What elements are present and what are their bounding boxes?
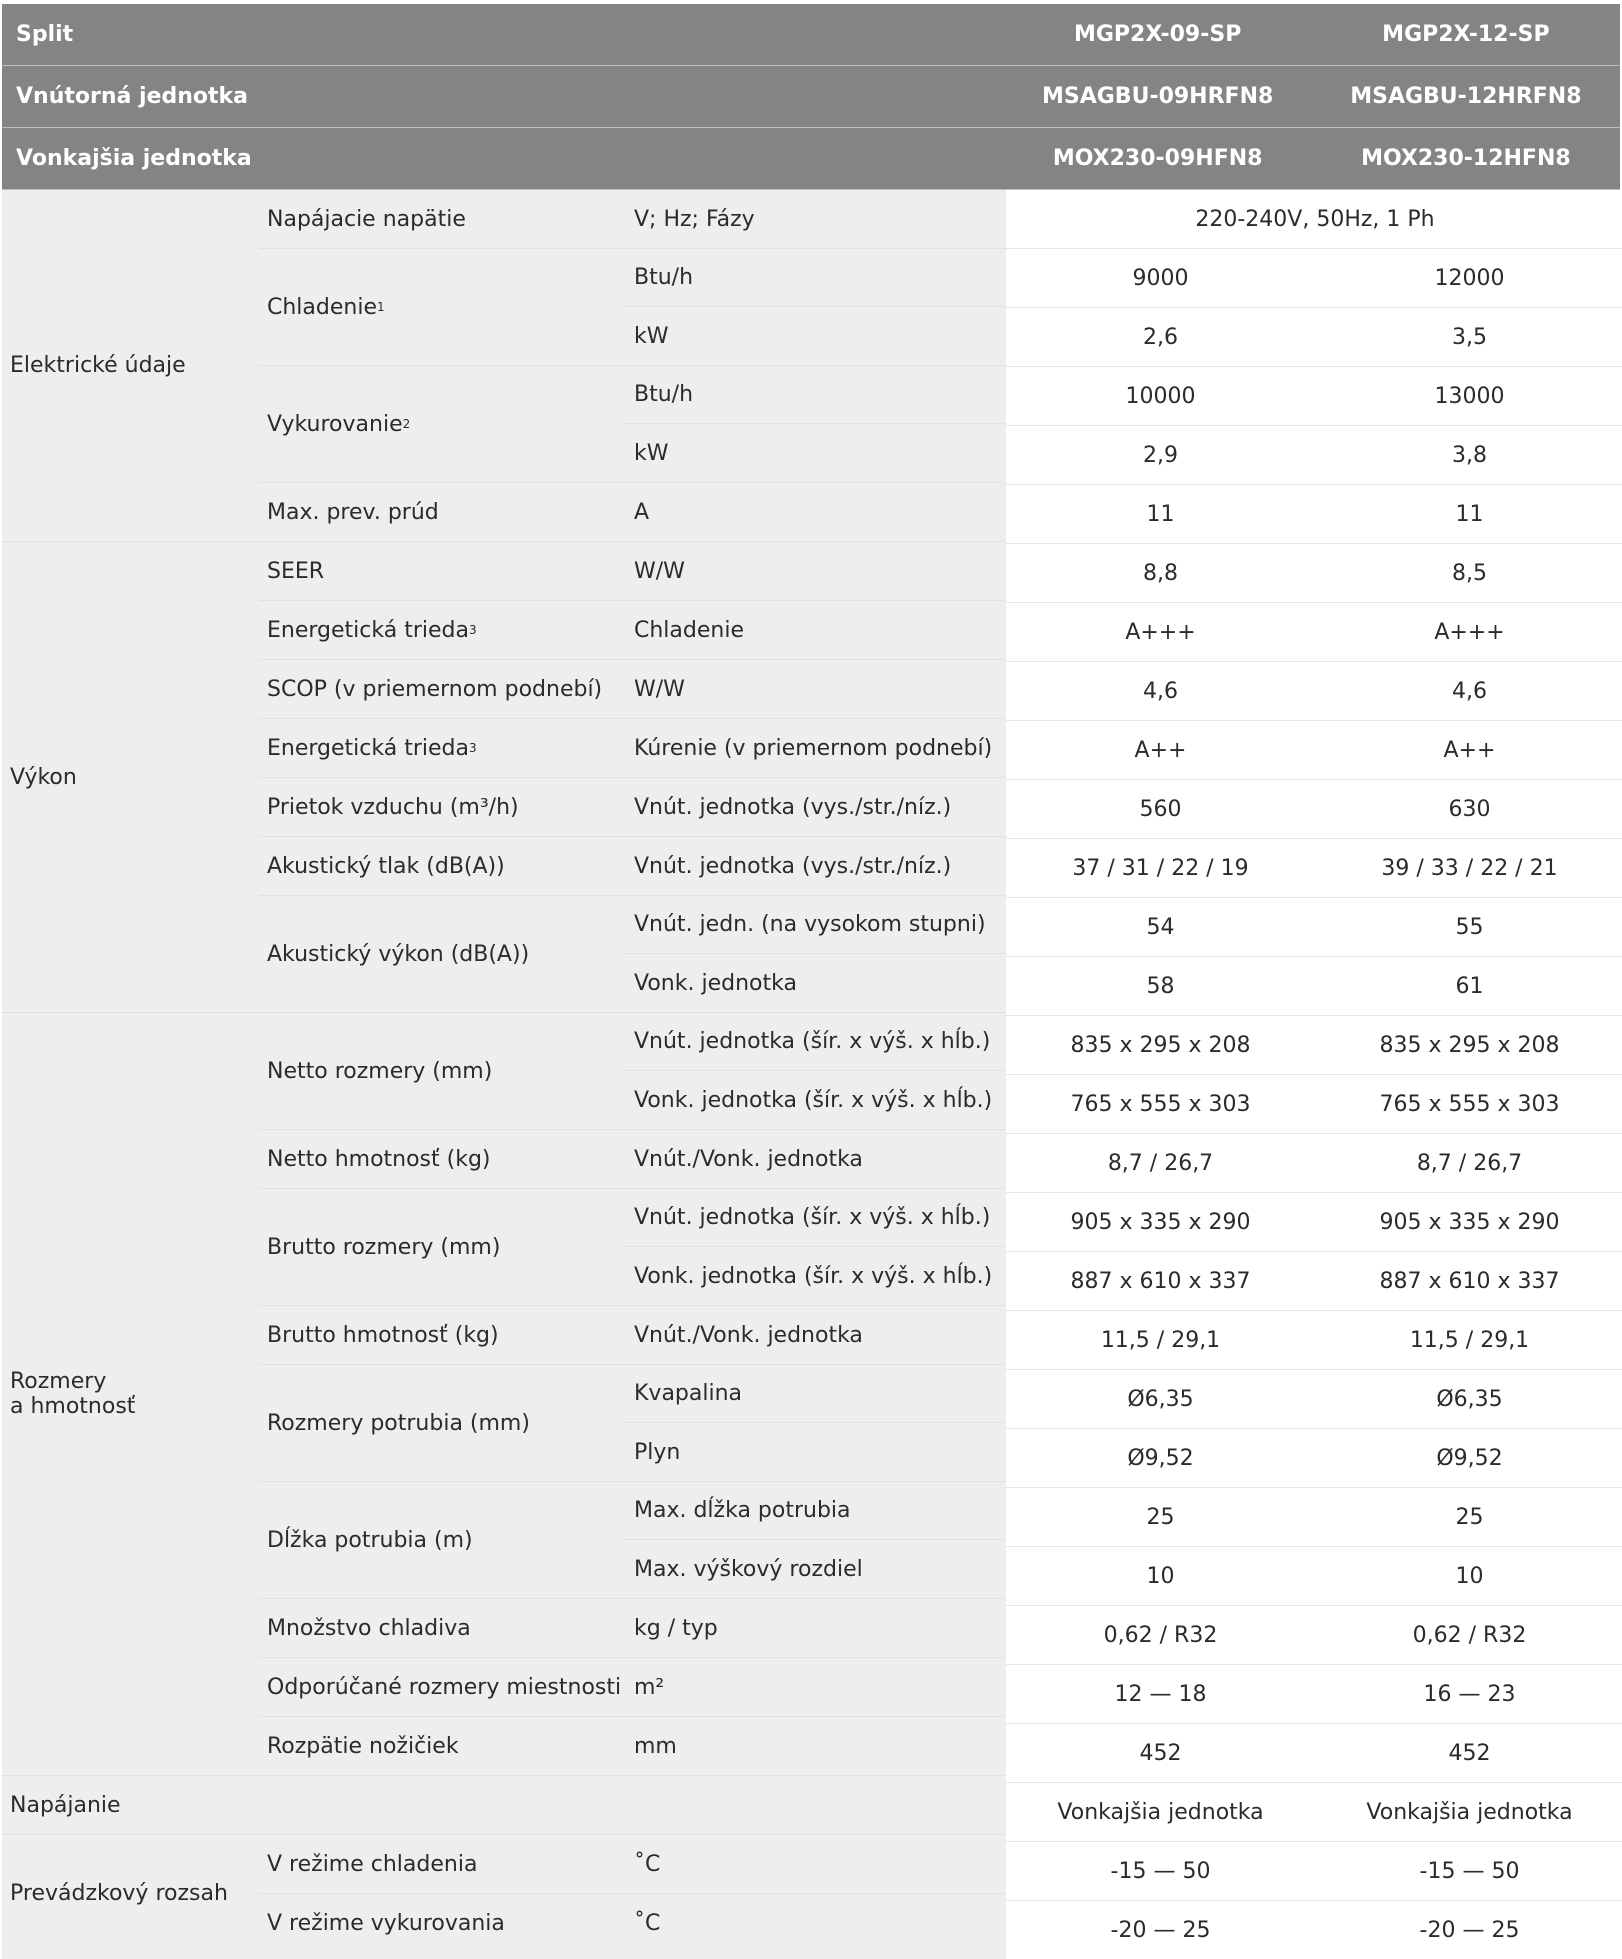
parameter-row	[259, 1306, 1006, 1365]
unit-cell: kW	[634, 323, 669, 349]
parameter-name-text: Brutto rozmery (mm)	[267, 1234, 501, 1260]
parameter-row	[259, 249, 1006, 366]
value-row	[1006, 898, 1622, 957]
parameter-name-text: Chladenie	[267, 294, 377, 320]
value-cell-model-2: 55	[1455, 914, 1484, 940]
value-row	[1006, 1016, 1622, 1075]
parameter-name-text: Rozmery potrubia (mm)	[267, 1410, 530, 1436]
unit-cell: Max. výškový rozdiel	[634, 1556, 863, 1582]
value-row	[1006, 308, 1622, 367]
value-cell-model-2: 11,5 / 29,1	[1409, 1327, 1530, 1353]
parameter-units	[626, 1894, 1006, 1952]
spec-table	[2, 4, 1620, 1959]
parameter-row	[259, 896, 1006, 1012]
table-body	[2, 190, 1620, 1959]
parameter-row	[259, 1013, 1006, 1130]
parameter-row	[259, 1835, 1006, 1894]
value-cell-model-1: 58	[1146, 973, 1175, 999]
unit-cell: Vnút. jednotka (vys./str./níz.)	[634, 853, 952, 879]
value-cell-model-1: 8,7 / 26,7	[1107, 1150, 1214, 1176]
value-cell-model-2: 8,7 / 26,7	[1416, 1150, 1523, 1176]
parameter-row	[259, 1599, 1006, 1658]
parameter-units	[626, 1599, 1006, 1657]
section-label-text: Elektrické údaje	[10, 353, 186, 378]
value-cell-model-2: 8,5	[1452, 560, 1487, 586]
section-group	[2, 1013, 1006, 1776]
parameter-name-text: Akustický tlak (dB(A))	[267, 853, 505, 879]
table-header	[2, 4, 1620, 190]
unit-cell: Kúrenie (v priemernom podnebí)	[634, 735, 993, 761]
unit-cell: ˚C	[634, 1910, 661, 1936]
value-cell-model-2: Ø9,52	[1436, 1445, 1503, 1471]
value-row	[1006, 485, 1622, 544]
value-cell-model-1: 2,6	[1143, 324, 1178, 350]
value-cell-model-2: -15 — 50	[1419, 1858, 1520, 1884]
section-group	[2, 1776, 1006, 1835]
parameter-row	[259, 1482, 1006, 1599]
value-cell-model-1: 10000	[1125, 383, 1196, 409]
header-model-1: MOX230-09HFN8	[1052, 146, 1263, 171]
value-cell-model-2: 905 x 335 x 290	[1379, 1209, 1560, 1235]
unit-cell: Vnút. jednotka (šír. x výš. x hĺb.)	[626, 1013, 1006, 1071]
value-cell-model-2: Vonkajšia jednotka	[1366, 1799, 1573, 1825]
value-row	[1006, 1370, 1622, 1429]
parameter-name-text: Prietok vzduchu (m³/h)	[267, 794, 519, 820]
parameter-name-text: SEER	[267, 558, 325, 584]
unit-cell: V; Hz; Fázy	[634, 206, 755, 232]
value-cell-model-2: 10	[1455, 1563, 1484, 1589]
header-row	[2, 128, 1620, 190]
parameter-name-text: Množstvo chladiva	[267, 1615, 471, 1641]
parameter-column	[2, 190, 1006, 1959]
parameter-units	[626, 1717, 1006, 1775]
parameter-row	[259, 1658, 1006, 1717]
value-row	[1006, 839, 1622, 898]
header-model-2: MGP2X-12-SP	[1382, 22, 1550, 47]
parameter-name	[259, 719, 626, 777]
header-row	[2, 66, 1620, 128]
value-row	[1006, 1429, 1622, 1488]
parameter-row	[259, 1365, 1006, 1482]
section-group	[2, 542, 1006, 1013]
value-cell-model-1: 10	[1146, 1563, 1175, 1589]
parameter-row	[259, 1776, 1006, 1834]
unit-cell: Kvapalina	[626, 1365, 1006, 1423]
parameter-name-text: V režime vykurovania	[267, 1910, 505, 1936]
parameter-row	[259, 601, 1006, 660]
section-label	[2, 190, 259, 541]
parameter-name	[259, 660, 626, 718]
parameter-name-text: Odporúčané rozmery miestnosti	[267, 1674, 622, 1700]
section-label-text: Výkon	[10, 764, 77, 790]
value-row	[1006, 426, 1622, 485]
parameter-name	[259, 896, 626, 1012]
value-cell-model-1: 0,62 / R32	[1103, 1622, 1218, 1648]
parameter-name	[259, 1013, 626, 1129]
footnote-marker: 3	[468, 623, 477, 637]
parameter-name	[259, 1894, 626, 1952]
value-row	[1006, 1901, 1622, 1959]
value-row	[1006, 1252, 1622, 1311]
value-cell-model-2: 3,8	[1452, 442, 1487, 468]
value-cell-model-2: 765 x 555 x 303	[1379, 1091, 1560, 1117]
section-label-text: Rozmery a hmotnosť	[10, 1369, 136, 1419]
unit-cell: Plyn	[634, 1439, 681, 1465]
unit-cell: W/W	[634, 676, 685, 702]
value-cell-model-2: 4,6	[1452, 678, 1487, 704]
value-cell-model-1: 25	[1146, 1504, 1175, 1530]
value-cell-model-2: 452	[1448, 1740, 1491, 1766]
value-cell-model-2: 630	[1448, 796, 1491, 822]
value-row	[1006, 1488, 1622, 1547]
value-row	[1006, 1665, 1622, 1724]
parameter-units	[626, 778, 1006, 836]
header-model-2: MSAGBU-12HRFN8	[1350, 84, 1582, 109]
value-cell-model-1: -15 — 50	[1110, 1858, 1211, 1884]
value-row	[1006, 1134, 1622, 1193]
value-cell-model-2: 61	[1455, 973, 1484, 999]
parameter-units	[626, 542, 1006, 600]
unit-cell: ˚C	[634, 1851, 661, 1877]
parameter-name-text: V režime chladenia	[267, 1851, 478, 1877]
value-row	[1006, 249, 1622, 308]
parameter-units	[626, 601, 1006, 659]
unit-cell: Vonk. jednotka (šír. x výš. x hĺb.)	[634, 1263, 993, 1289]
parameter-name-text: Netto rozmery (mm)	[267, 1058, 493, 1084]
value-row	[1006, 662, 1622, 721]
value-cell-model-1: 560	[1139, 796, 1182, 822]
value-row	[1006, 603, 1622, 662]
parameter-name-text: SCOP (v priemernom podnebí)	[267, 676, 603, 702]
value-cell-model-1: 54	[1146, 914, 1175, 940]
value-row	[1006, 1075, 1622, 1134]
unit-cell: Vnút./Vonk. jednotka	[634, 1322, 863, 1348]
parameter-row	[259, 1717, 1006, 1775]
value-column	[1006, 190, 1622, 1959]
value-cell-model-1: 9000	[1132, 265, 1189, 291]
parameter-name	[259, 542, 626, 600]
parameter-name-text: Dĺžka potrubia (m)	[267, 1527, 473, 1553]
value-cell-model-2: 11	[1455, 501, 1484, 527]
value-cell-model-2: 0,62 / R32	[1412, 1622, 1527, 1648]
value-cell-model-1: Ø9,52	[1127, 1445, 1194, 1471]
parameter-row	[259, 778, 1006, 837]
parameter-units	[626, 190, 1006, 248]
parameter-row	[259, 483, 1006, 541]
section-label	[2, 1835, 259, 1952]
parameter-name	[259, 1306, 626, 1364]
footnote-marker: 1	[377, 300, 385, 314]
parameter-units	[626, 483, 1006, 541]
value-cell-model-1: 835 x 295 x 208	[1070, 1032, 1251, 1058]
value-cell-model-1: 4,6	[1143, 678, 1178, 704]
value-cell-model-1: -20 — 25	[1110, 1917, 1211, 1943]
parameter-row	[259, 366, 1006, 483]
header-model-1: MGP2X-09-SP	[1073, 22, 1242, 47]
parameter-name	[259, 778, 626, 836]
parameter-units	[626, 660, 1006, 718]
value-cell-shared: 220-240V, 50Hz, 1 Ph	[1195, 206, 1435, 232]
value-cell-model-2: 13000	[1434, 383, 1505, 409]
parameter-name	[259, 483, 626, 541]
value-row	[1006, 1606, 1622, 1665]
value-cell-model-2: A++	[1443, 737, 1496, 763]
value-row	[1006, 1547, 1622, 1606]
parameter-name-text: Brutto hmotnosť (kg)	[267, 1322, 499, 1348]
value-cell-model-1: 765 x 555 x 303	[1070, 1091, 1251, 1117]
section-parameters	[259, 1013, 1006, 1775]
parameter-row	[259, 660, 1006, 719]
value-row	[1006, 957, 1622, 1016]
parameter-name-text: Napájacie napätie	[267, 206, 466, 232]
parameter-name	[259, 190, 626, 248]
footnote-marker: 2	[402, 417, 411, 431]
section-label-text: Napájanie	[10, 1792, 121, 1818]
unit-cell: Vonk. jednotka (šír. x výš. x hĺb.)	[634, 1087, 993, 1113]
parameter-units	[626, 837, 1006, 895]
header-label: Split	[16, 22, 74, 47]
value-cell-model-1: 37 / 31 / 22 / 19	[1072, 855, 1249, 881]
unit-cell: Vnút. jedn. (na vysokom stupni)	[626, 896, 1006, 954]
parameter-row	[259, 190, 1006, 249]
parameter-name-text: Rozpätie nožičiek	[267, 1733, 459, 1759]
unit-cell: Vnút. jednotka (vys./str./níz.)	[634, 794, 952, 820]
value-cell-model-2: 25	[1455, 1504, 1484, 1530]
parameter-units	[626, 1013, 1006, 1129]
value-cell-model-1: A++	[1134, 737, 1187, 763]
value-row	[1006, 721, 1622, 780]
parameter-name-text: Energetická trieda	[267, 617, 469, 643]
parameter-units	[626, 1189, 1006, 1305]
parameter-name-text: Akustický výkon (dB(A))	[267, 941, 530, 967]
value-row	[1006, 190, 1622, 249]
section-parameters	[259, 542, 1006, 1012]
value-cell-model-1: 2,9	[1143, 442, 1178, 468]
section-label	[2, 1013, 259, 1775]
parameter-name	[259, 1189, 626, 1305]
value-cell-model-2: -20 — 25	[1419, 1917, 1520, 1943]
parameter-name	[259, 1658, 626, 1716]
value-cell-model-2: 3,5	[1452, 324, 1487, 350]
value-cell-model-2: 16 — 23	[1423, 1681, 1516, 1707]
value-cell-model-1: 12 — 18	[1114, 1681, 1207, 1707]
parameter-units	[626, 1482, 1006, 1598]
header-model-1: MSAGBU-09HRFN8	[1041, 84, 1274, 109]
value-cell-model-1: 452	[1139, 1740, 1182, 1766]
header-label: Vonkajšia jednotka	[16, 146, 252, 171]
unit-cell	[626, 1776, 1006, 1834]
value-row	[1006, 1193, 1622, 1252]
parameter-name-text: Vykurovanie	[267, 411, 403, 437]
parameter-name-text: Max. prev. prúd	[267, 499, 439, 525]
value-cell-model-2: Ø6,35	[1436, 1386, 1503, 1412]
parameter-row	[259, 542, 1006, 601]
unit-cell: Max. dĺžka potrubia	[626, 1482, 1006, 1540]
parameter-row	[259, 1130, 1006, 1189]
value-cell-model-2: 887 x 610 x 337	[1379, 1268, 1560, 1294]
parameter-row	[259, 1189, 1006, 1306]
parameter-name-text: Energetická trieda	[267, 735, 469, 761]
value-cell-model-1: 887 x 610 x 337	[1070, 1268, 1251, 1294]
value-cell-model-2: 12000	[1434, 265, 1505, 291]
unit-cell: mm	[634, 1733, 677, 1759]
parameter-name	[259, 1482, 626, 1598]
unit-cell: A	[634, 499, 650, 525]
section-label	[2, 542, 259, 1012]
parameter-name	[259, 1365, 626, 1481]
header-row	[2, 4, 1620, 66]
unit-cell: Vonk. jednotka	[634, 970, 797, 996]
parameter-name-text: Netto hmotnosť (kg)	[267, 1146, 491, 1172]
parameter-name	[259, 1835, 626, 1893]
value-row	[1006, 1842, 1622, 1901]
section-parameters	[259, 1835, 1006, 1952]
parameter-units	[626, 1658, 1006, 1716]
value-cell-model-2: 835 x 295 x 208	[1379, 1032, 1560, 1058]
unit-cell: Vnút. jednotka (šír. x výš. x hĺb.)	[626, 1189, 1006, 1247]
header-model-2: MOX230-12HFN8	[1361, 146, 1571, 171]
value-row	[1006, 367, 1622, 426]
value-row	[1006, 1311, 1622, 1370]
footnote-marker: 3	[468, 741, 477, 755]
section-label	[2, 1776, 259, 1834]
parameter-units	[626, 1365, 1006, 1481]
parameter-name	[259, 837, 626, 895]
parameter-row	[259, 837, 1006, 896]
parameter-row	[259, 1894, 1006, 1952]
parameter-name	[259, 1599, 626, 1657]
parameter-name	[259, 601, 626, 659]
parameter-units	[626, 249, 1006, 365]
value-cell-model-1: 11	[1146, 501, 1175, 527]
parameter-name	[259, 366, 626, 482]
value-row	[1006, 780, 1622, 839]
parameter-name	[259, 249, 626, 365]
value-cell-model-1: Ø6,35	[1127, 1386, 1194, 1412]
unit-cell: kg / typ	[634, 1615, 718, 1641]
unit-cell: Chladenie	[634, 617, 744, 643]
section-parameters	[259, 190, 1006, 541]
value-cell-model-1: Vonkajšia jednotka	[1057, 1799, 1264, 1825]
parameter-units	[626, 896, 1006, 1012]
unit-cell: m²	[634, 1674, 665, 1700]
parameter-name	[259, 1130, 626, 1188]
value-row	[1006, 1724, 1622, 1783]
value-row	[1006, 1783, 1622, 1842]
value-row	[1006, 544, 1622, 603]
section-label-text: Prevádzkový rozsah	[10, 1881, 228, 1906]
value-cell-model-1: 11,5 / 29,1	[1100, 1327, 1221, 1353]
value-cell-model-1: 8,8	[1143, 560, 1178, 586]
parameter-name	[259, 1776, 626, 1834]
value-cell-model-2: 39 / 33 / 22 / 21	[1381, 855, 1558, 881]
value-cell-model-1: 905 x 335 x 290	[1070, 1209, 1251, 1235]
unit-cell: Btu/h	[626, 249, 1006, 307]
section-parameters	[259, 1776, 1006, 1834]
unit-cell: kW	[634, 440, 669, 466]
parameter-units	[626, 1306, 1006, 1364]
parameter-units	[626, 366, 1006, 482]
parameter-units	[626, 1835, 1006, 1893]
section-group	[2, 190, 1006, 542]
parameter-units	[626, 1776, 1006, 1834]
unit-cell: Btu/h	[626, 366, 1006, 424]
value-cell-model-1: A+++	[1125, 619, 1196, 645]
parameter-units	[626, 1130, 1006, 1188]
parameter-name	[259, 1717, 626, 1775]
section-group	[2, 1835, 1006, 1952]
value-cell-model-2: A+++	[1434, 619, 1505, 645]
parameter-row	[259, 719, 1006, 778]
unit-cell: Vnút./Vonk. jednotka	[634, 1146, 863, 1172]
header-label: Vnútorná jednotka	[16, 84, 248, 109]
parameter-units	[626, 719, 1006, 777]
unit-cell: W/W	[634, 558, 685, 584]
